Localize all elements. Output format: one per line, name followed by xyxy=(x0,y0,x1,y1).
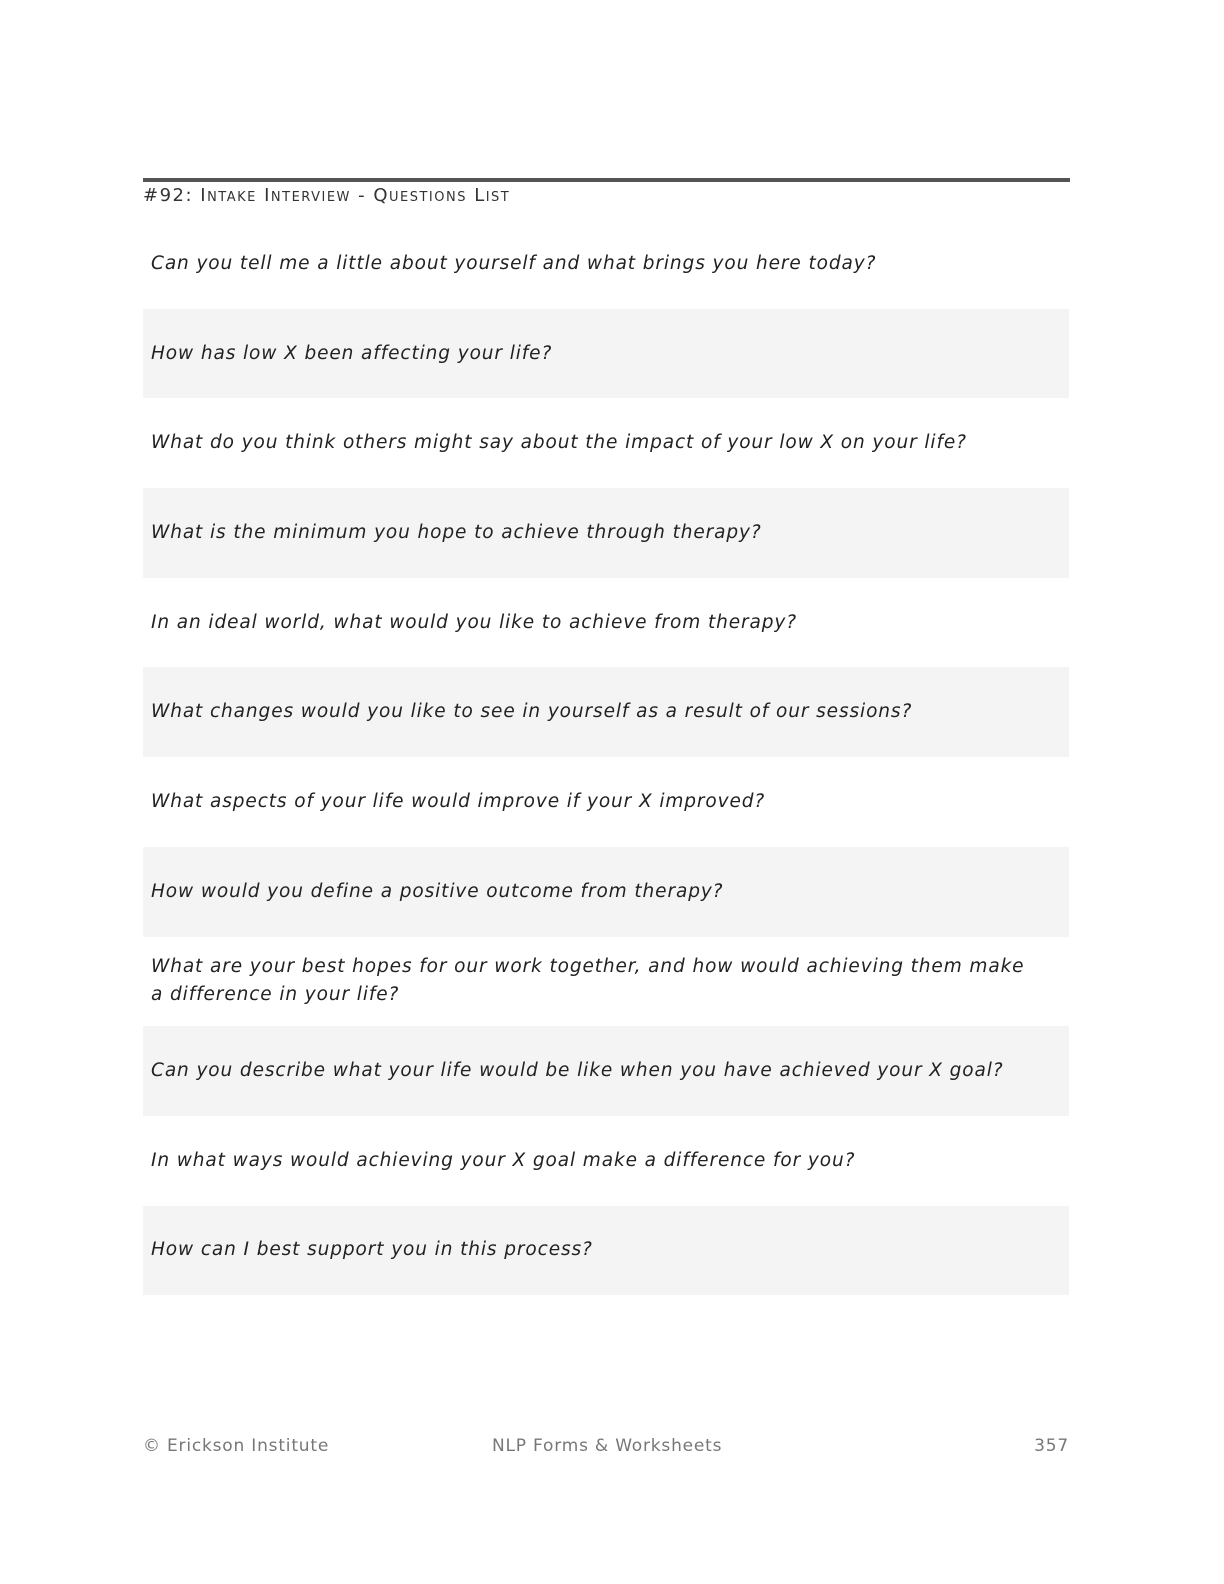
question-row xyxy=(143,1116,1069,1206)
question-text: In an ideal world, what would you like to achieve from therapy? xyxy=(151,611,797,633)
question-row xyxy=(143,488,1069,578)
question-row xyxy=(143,309,1069,399)
question-text: How can I best support you in this process? xyxy=(151,1239,593,1261)
question-text: What aspects of your life would improve if your X improved? xyxy=(151,790,766,812)
question-text: How would you define a positive outcome from therapy? xyxy=(151,880,724,902)
question-row xyxy=(143,219,1069,309)
footer-copyright: © Erickson Institute xyxy=(143,1436,330,1456)
question-text: What is the minimum you hope to achieve through therapy? xyxy=(151,521,762,543)
question-row xyxy=(143,937,1069,1027)
question-row xyxy=(143,757,1069,847)
question-row xyxy=(143,1026,1069,1116)
question-text: What changes would you like to see in yourself as a result of our sessions? xyxy=(151,701,913,723)
question-row xyxy=(143,847,1069,937)
question-text: Can you tell me a little about yourself and what brings you here today? xyxy=(151,252,877,274)
questions-list xyxy=(143,219,1069,1295)
question-row xyxy=(143,1206,1069,1296)
header-rule xyxy=(143,178,1070,182)
question-row xyxy=(143,667,1069,757)
page-footer xyxy=(143,1436,1069,1462)
footer-page-number: 357 xyxy=(1034,1436,1069,1456)
question-text: What do you think others might say about the impact of your low X on your life? xyxy=(151,432,967,454)
question-row xyxy=(143,578,1069,668)
question-text: How has low X been affecting your life? xyxy=(151,342,553,364)
question-text: In what ways would achieving your X goal make a difference for you? xyxy=(151,1149,856,1171)
question-text: Can you describe what your life would be like when you have achieved your X goal? xyxy=(151,1060,1004,1082)
page-title: #92: Intake Interview - Questions List xyxy=(143,185,511,206)
footer-book-title: NLP Forms & Worksheets xyxy=(492,1436,723,1456)
question-text: What are your best hopes for our work together, and how would achieving them make a difference in your life? xyxy=(151,956,1025,1006)
question-row xyxy=(143,398,1069,488)
